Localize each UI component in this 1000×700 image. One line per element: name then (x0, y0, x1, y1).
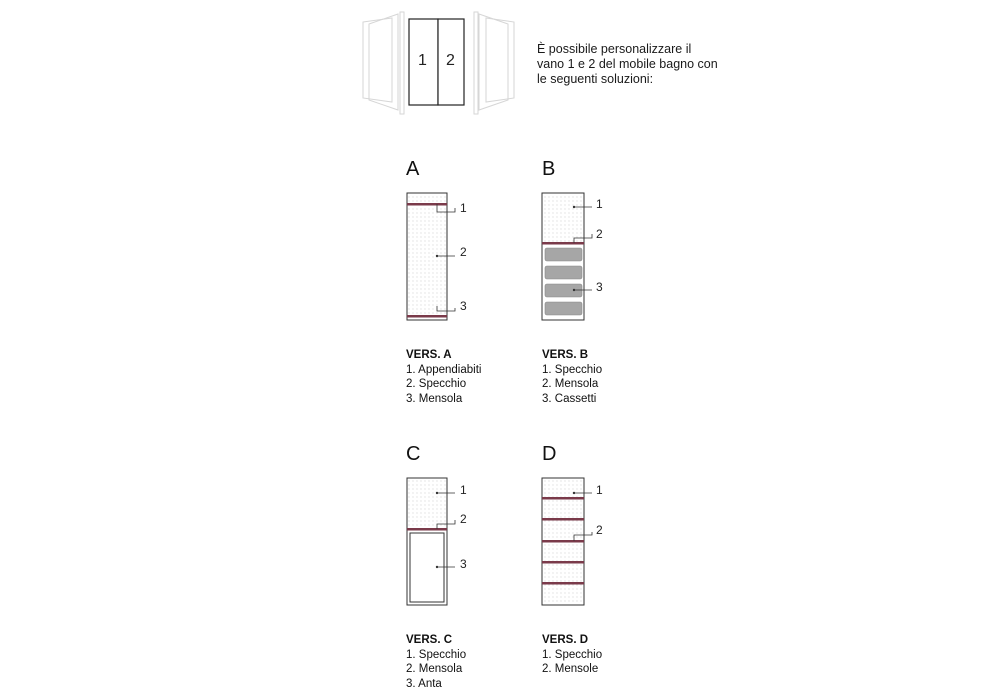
version-c-item-3: 3. Anta (406, 677, 442, 690)
version-c-callout-2: 2 (460, 512, 467, 526)
version-d-diagram (542, 478, 592, 605)
version-b-shelf (542, 242, 584, 245)
version-b-legend (542, 348, 602, 406)
version-a-callout-2: 2 (460, 245, 467, 259)
intro-line-2: vano 1 e 2 del mobile bagno con (537, 57, 718, 71)
version-d-letter: D (542, 443, 557, 465)
version-a-callout-3: 3 (460, 299, 467, 313)
version-c-letter: C (406, 443, 421, 465)
version-b-title: VERS. B (542, 349, 589, 361)
intro-line-3: le seguenti soluzioni: (537, 72, 654, 86)
version-b-callout-1: 1 (596, 197, 603, 211)
version-a-letter: A (406, 158, 420, 180)
version-c-item-2: 2. Mensola (406, 663, 463, 675)
version-a-hanger-rail (407, 203, 447, 206)
version-c-item-1: 1. Specchio (406, 648, 467, 661)
version-d-legend (542, 633, 602, 677)
version-a-diagram (407, 193, 455, 320)
version-b-item-2: 2. Mensola (542, 378, 599, 390)
version-a-title: VERS. A (406, 349, 452, 361)
intro-text (537, 42, 718, 87)
version-c-callout-3: 3 (460, 557, 467, 571)
version-c-door (410, 533, 444, 602)
version-c-legend (406, 633, 466, 691)
version-b-diagram (542, 193, 592, 320)
version-d-title: VERS. D (542, 634, 589, 646)
version-a-item-3: 3. Mensola (406, 392, 463, 405)
version-c-title: VERS. C (406, 634, 453, 646)
version-a-item-2: 2. Specchio (406, 378, 467, 390)
version-a-callout-1: 1 (460, 201, 467, 215)
version-b-callout-3: 3 (596, 280, 603, 294)
version-c-diagram (407, 478, 455, 605)
version-b-callout-2: 2 (596, 227, 603, 241)
version-d-item-2: 2. Mensole (542, 663, 599, 675)
version-a-legend (406, 348, 481, 406)
cabinet-door-label-1: 1 (418, 52, 427, 69)
version-a-shelf (407, 315, 447, 318)
intro-line-1: È possibile personalizzare il (537, 42, 692, 56)
version-c-shelf (407, 528, 447, 531)
version-b-item-3: 3. Cassetti (542, 392, 597, 405)
version-b-letter: B (542, 158, 556, 180)
version-d-callout-1: 1 (596, 483, 603, 497)
cabinet-door-label-2: 2 (446, 52, 455, 69)
version-d-callout-2: 2 (596, 523, 603, 537)
version-c-callout-1: 1 (460, 483, 467, 497)
version-a-item-1: 1. Appendiabiti (406, 363, 482, 376)
version-b-item-1: 1. Specchio (542, 363, 603, 376)
version-d-item-1: 1. Specchio (542, 648, 603, 661)
